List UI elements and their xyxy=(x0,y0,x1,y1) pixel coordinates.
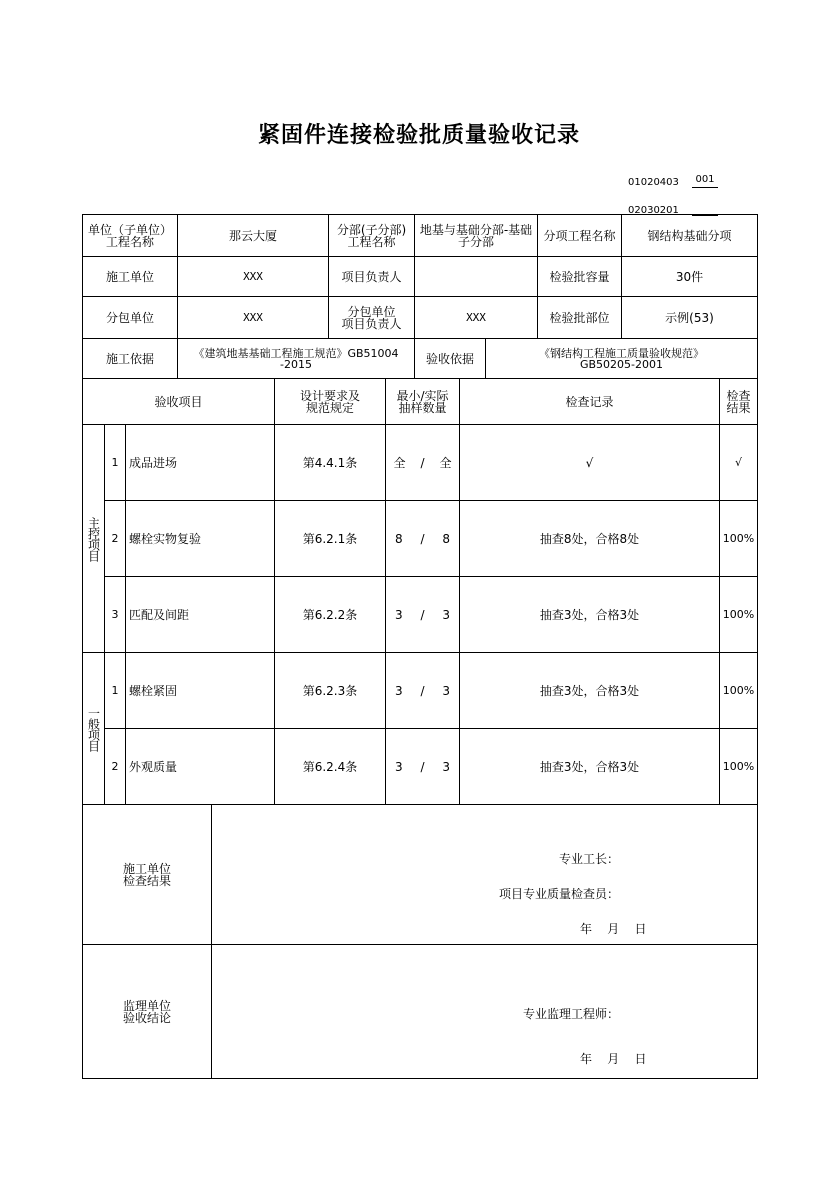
column-inspection-result: 检查 结果 xyxy=(720,379,757,425)
main-item-sample[interactable] xyxy=(386,501,460,577)
code-1-suffix[interactable]: 001 xyxy=(692,173,718,188)
main-item-sample[interactable] xyxy=(386,577,460,653)
subitem-name-value[interactable]: 钢结构基础分项 xyxy=(622,215,757,257)
general-item-record[interactable]: 抽查3处，合格3处 xyxy=(460,653,720,729)
subcontractor-pm-value[interactable]: XXX xyxy=(415,297,538,339)
batch-capacity-value[interactable]: 30件 xyxy=(622,257,757,297)
general-item-result[interactable]: 100% xyxy=(720,729,757,805)
batch-capacity-label: 检验批容量 xyxy=(538,257,622,297)
general-item-clause: 第6.2.3条 xyxy=(275,653,386,729)
sample-actual: 3 xyxy=(442,759,451,774)
general-item-clause: 第6.2.4条 xyxy=(275,729,386,805)
main-item-clause: 第4.4.1条 xyxy=(275,425,386,501)
sample-min: 3 xyxy=(394,607,403,622)
constructor-check-label: 施工单位 检查结果 xyxy=(83,805,212,945)
column-inspection-record: 检查记录 xyxy=(460,379,720,425)
main-item-name: 螺栓实物复验 xyxy=(126,501,275,577)
sample-actual: 全 xyxy=(439,455,452,470)
division-name-label: 分部(子分部) 工程名称 xyxy=(329,215,415,257)
column-sample-quantity: 最小/实际 抽样数量 xyxy=(386,379,460,425)
supervisor-check-label: 监理单位 验收结论 xyxy=(83,945,212,1078)
sample-min: 3 xyxy=(394,683,403,698)
main-item-name: 成品进场 xyxy=(126,425,275,501)
quality-inspector-signature-label: 项目专业质量检查员： xyxy=(499,887,620,901)
constructor-label: 施工单位 xyxy=(83,257,178,297)
constructor-date: 年 月 日 xyxy=(580,922,647,936)
acceptance-basis-value[interactable]: 《钢结构工程施工质量验收规范》 GB50205-2001 xyxy=(486,339,757,379)
subcontractor-label: 分包单位 xyxy=(83,297,178,339)
project-manager-value[interactable] xyxy=(415,257,538,297)
general-item-name: 外观质量 xyxy=(126,729,275,805)
code-1: 01020403 xyxy=(628,177,679,188)
construction-basis-label: 施工依据 xyxy=(83,339,178,379)
record-codes xyxy=(628,160,738,216)
unit-name-label: 单位（子单位） 工程名称 xyxy=(83,215,178,257)
sample-separator: / xyxy=(420,455,425,470)
division-name-value[interactable]: 地基与基础分部-基础 子分部 xyxy=(415,215,538,257)
sample-actual: 8 xyxy=(442,531,451,546)
subitem-name-label: 分项工程名称 xyxy=(538,215,622,257)
sample-actual: 3 xyxy=(442,683,451,698)
constructor-check-area[interactable] xyxy=(212,805,757,945)
acceptance-form xyxy=(82,214,758,1079)
main-item-record[interactable]: 抽查8处，合格8处 xyxy=(460,501,720,577)
column-inspection-item: 验收项目 xyxy=(83,379,275,425)
main-item-number: 2 xyxy=(105,501,126,577)
page-title: 紧固件连接检验批质量验收记录 xyxy=(257,122,580,148)
general-item-result[interactable]: 100% xyxy=(720,653,757,729)
sample-min: 全 xyxy=(393,455,406,470)
sample-separator: / xyxy=(420,683,425,698)
main-item-record[interactable]: √ xyxy=(460,425,720,501)
unit-name-value[interactable]: 那云大厦 xyxy=(178,215,329,257)
subcontractor-value[interactable]: XXX xyxy=(178,297,329,339)
main-item-record[interactable]: 抽查3处，合格3处 xyxy=(460,577,720,653)
general-group-label: 一般项目 xyxy=(83,653,105,805)
main-item-number: 3 xyxy=(105,577,126,653)
foreman-signature-label: 专业工长： xyxy=(559,852,620,866)
main-item-number: 1 xyxy=(105,425,126,501)
general-item-number: 2 xyxy=(105,729,126,805)
construction-basis-value[interactable]: 《建筑地基基础工程施工规范》GB51004 -2015 xyxy=(178,339,415,379)
main-item-clause: 第6.2.1条 xyxy=(275,501,386,577)
acceptance-basis-label: 验收依据 xyxy=(415,339,486,379)
sample-separator: / xyxy=(420,531,425,546)
main-item-result[interactable]: √ xyxy=(720,425,757,501)
sample-min: 3 xyxy=(394,759,403,774)
supervisor-date: 年 月 日 xyxy=(580,1052,647,1066)
main-item-sample[interactable] xyxy=(386,425,460,501)
general-item-sample[interactable] xyxy=(386,729,460,805)
general-item-sample[interactable] xyxy=(386,653,460,729)
project-manager-label: 项目负责人 xyxy=(329,257,415,297)
column-design-requirement: 设计要求及 规范规定 xyxy=(275,379,386,425)
supervising-engineer-signature-label: 专业监理工程师： xyxy=(523,1007,620,1021)
batch-location-value[interactable]: 示例(53) xyxy=(622,297,757,339)
supervisor-check-area[interactable] xyxy=(212,945,757,1078)
main-item-name: 匹配及间距 xyxy=(126,577,275,653)
general-item-number: 1 xyxy=(105,653,126,729)
main-item-clause: 第6.2.2条 xyxy=(275,577,386,653)
sample-min: 8 xyxy=(394,531,403,546)
main-control-group-label: 主控项目 xyxy=(83,425,105,653)
sample-separator: / xyxy=(420,607,425,622)
batch-location-label: 检验批部位 xyxy=(538,297,622,339)
sample-actual: 3 xyxy=(442,607,451,622)
main-item-result[interactable]: 100% xyxy=(720,501,757,577)
constructor-value[interactable]: XXX xyxy=(178,257,329,297)
code-2: 02030201 xyxy=(628,205,679,216)
subcontractor-pm-label: 分包单位 项目负责人 xyxy=(329,297,415,339)
sample-separator: / xyxy=(420,759,425,774)
general-item-record[interactable]: 抽查3处，合格3处 xyxy=(460,729,720,805)
general-item-name: 螺栓紧固 xyxy=(126,653,275,729)
main-item-result[interactable]: 100% xyxy=(720,577,757,653)
